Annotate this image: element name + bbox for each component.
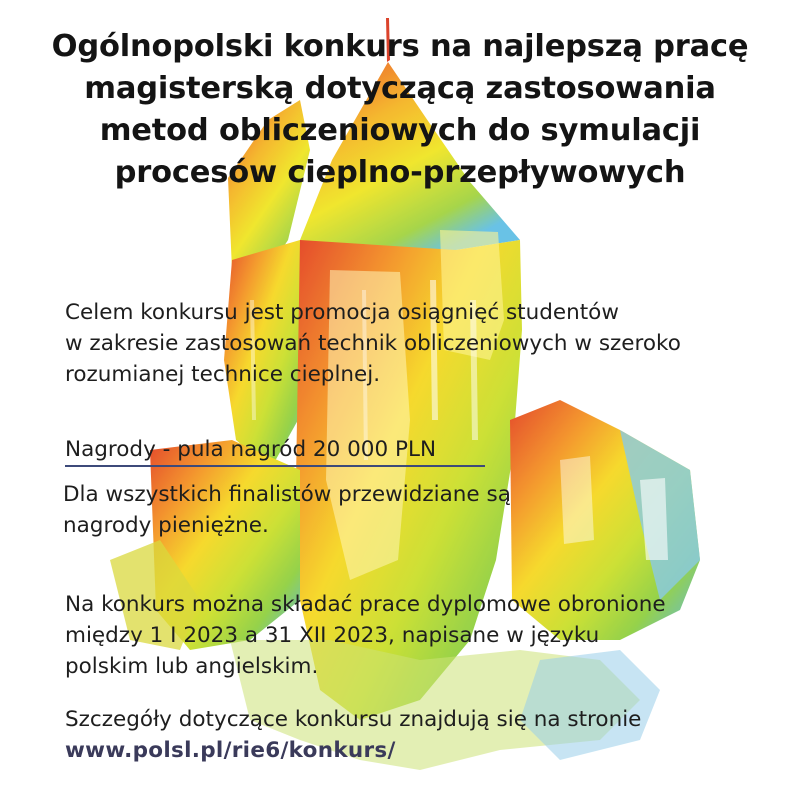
prizes-heading: Nagrody - pula nagród 20 000 PLN (65, 437, 437, 462)
intro-line: Celem konkursu jest promocja osiągnięć studentów (65, 300, 619, 325)
title-line: metod obliczeniowych do symulacji (99, 113, 701, 148)
title-line: magisterską dotyczącą zastosowania (84, 71, 716, 106)
prizes-underline (65, 465, 485, 467)
prizes-line: nagrody pieniężne. (63, 513, 269, 538)
eligibility-line: polskim lub angielskim. (65, 654, 319, 679)
intro-paragraph (65, 297, 681, 390)
contest-url-link[interactable]: www.polsl.pl/rie6/konkurs/ (65, 738, 396, 763)
title-line: Ogólnopolski konkurs na najlepszą pracę (51, 29, 749, 64)
eligibility-paragraph (65, 589, 666, 682)
prizes-line: Dla wszystkich finalistów przewidziane są (63, 482, 511, 507)
prizes-paragraph (63, 479, 511, 541)
title-line: procesów cieplno-przepływowych (114, 155, 686, 190)
eligibility-line: między 1 I 2023 a 31 XII 2023, napisane w języku (65, 623, 600, 648)
intro-line: rozumianej technice cieplnej. (65, 362, 381, 387)
poster-title (0, 26, 800, 194)
details-paragraph (65, 704, 641, 766)
intro-line: w zakresie zastosowań technik obliczeniowych w szeroko (65, 331, 681, 356)
eligibility-line: Na konkurs można składać prace dyplomowe obronione (65, 592, 666, 617)
details-text: Szczegóły dotyczące konkursu znajdują się na stronie (65, 707, 642, 732)
